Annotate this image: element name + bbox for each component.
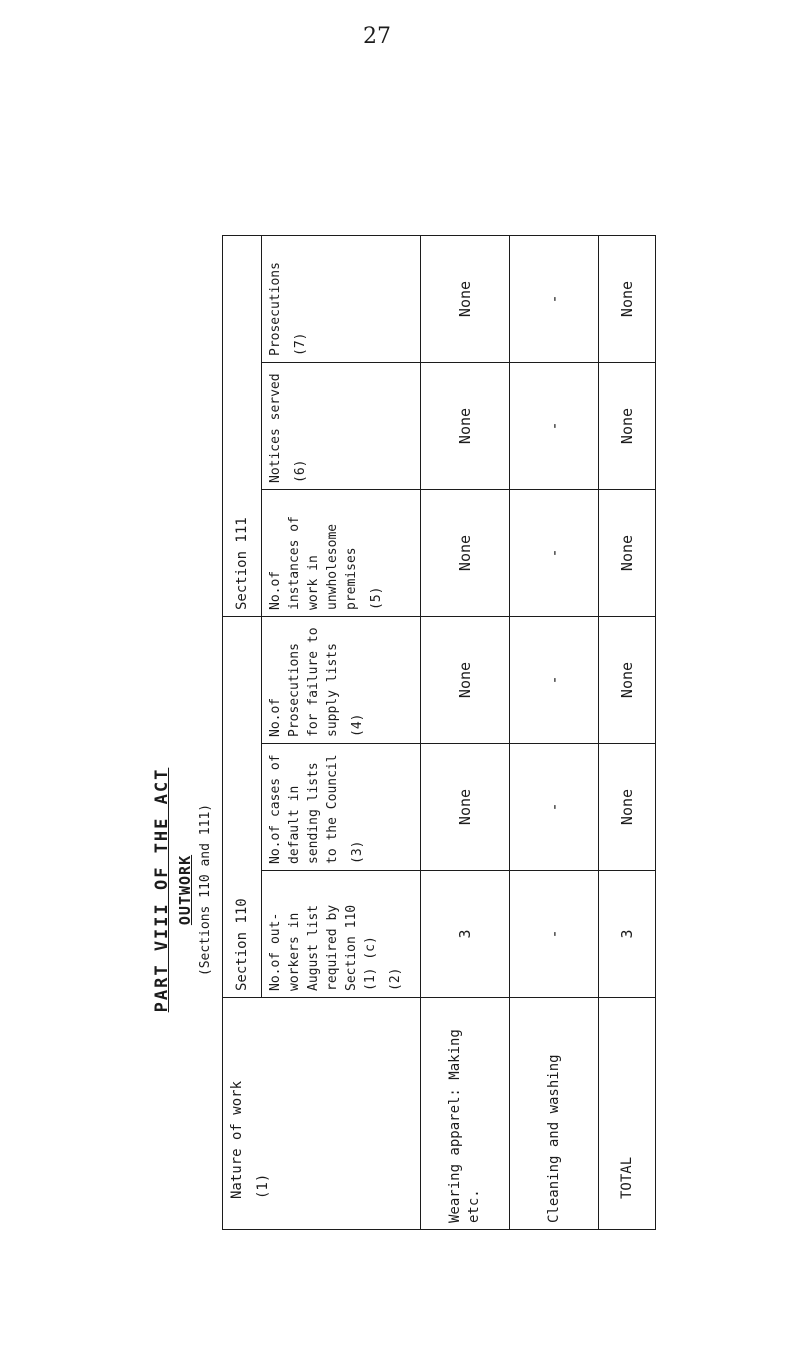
- table-cell: None: [599, 236, 656, 363]
- section-header-row: [223, 236, 262, 1230]
- column-header-label: No.of cases of default in sending lists to the Council: [268, 754, 340, 864]
- part-title-text: PART VIII OF THE ACT: [152, 767, 172, 1013]
- total-label: TOTAL: [599, 998, 656, 1230]
- table-row: [510, 236, 599, 1230]
- table-cell: None: [421, 490, 510, 617]
- nature-header-label: Nature of work: [229, 1080, 245, 1199]
- column-header-number: (3): [350, 840, 365, 864]
- column-header: [262, 871, 421, 998]
- table-cell: None: [599, 490, 656, 617]
- table-cell: -: [510, 871, 599, 998]
- table-cell: None: [599, 744, 656, 871]
- column-header: [262, 490, 421, 617]
- column-header-label: Notices served: [268, 373, 283, 483]
- column-header: [262, 744, 421, 871]
- column-header-label: No.of instances of work in unwholesome premises: [268, 516, 359, 610]
- table-cell: -: [510, 744, 599, 871]
- column-header: [262, 363, 421, 490]
- column-header-number: (7): [293, 332, 308, 356]
- column-header-number: (2): [388, 967, 403, 991]
- column-header-number: (6): [293, 459, 308, 483]
- table-cell: -: [510, 490, 599, 617]
- row-label: Wearing apparel: Making etc.: [421, 998, 510, 1230]
- table-cell: 3: [421, 871, 510, 998]
- column-header-label: No.of Prosecutions for failure to supply lists: [268, 627, 340, 737]
- outwork-subtitle: OUTWORK: [176, 854, 194, 926]
- table-cell: None: [421, 617, 510, 744]
- nature-header-number: (1): [255, 1173, 271, 1199]
- column-header-label: No.of out-workers in August list required by Section 110 (1) (c): [268, 904, 378, 991]
- table-cell: -: [510, 363, 599, 490]
- part-title: [152, 490, 172, 1290]
- table-cell: -: [510, 617, 599, 744]
- page-number: 27: [363, 24, 391, 49]
- column-header-number: (4): [350, 713, 365, 737]
- outwork-table: [222, 235, 656, 1230]
- title-block: [152, 160, 220, 1290]
- table-cell: None: [599, 617, 656, 744]
- table-cell: -: [510, 236, 599, 363]
- column-header: [262, 236, 421, 363]
- column-header: [262, 617, 421, 744]
- nature-of-work-header: [223, 998, 421, 1230]
- total-row: [599, 236, 656, 1230]
- sections-note: (Sections 110 and 111): [198, 803, 213, 977]
- column-header-number: (5): [369, 586, 384, 610]
- table-cell: None: [421, 744, 510, 871]
- table-cell: None: [421, 236, 510, 363]
- row-label: Cleaning and washing: [510, 998, 599, 1230]
- section-110-header: Section 110: [223, 617, 262, 998]
- section-111-header: Section 111: [223, 236, 262, 617]
- table-cell: None: [421, 363, 510, 490]
- rotated-table-region: [152, 160, 636, 1290]
- table-cell: None: [599, 363, 656, 490]
- table-row: [421, 236, 510, 1230]
- column-header-label: Prosecutions: [268, 262, 283, 356]
- table-cell: 3: [599, 871, 656, 998]
